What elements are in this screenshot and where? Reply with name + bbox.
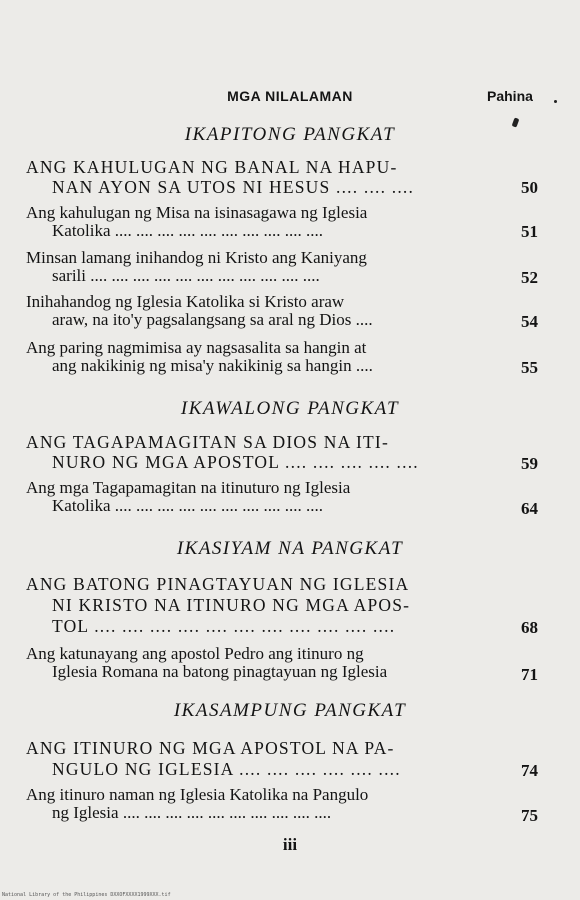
entry-page-number: 64 <box>521 499 538 518</box>
entry-line: Ang paring nagmimisa ay nagsasalita sa hangin at <box>26 338 367 357</box>
entry-page-number: 52 <box>521 268 538 287</box>
entry-page-number: 75 <box>521 806 538 825</box>
entry-page-number: 54 <box>521 312 538 331</box>
ink-speck <box>554 100 557 103</box>
toc-entry <box>26 248 538 290</box>
entry-page-number: 74 <box>521 761 538 780</box>
section-heading: IKAWALONG PANGKAT <box>180 398 400 419</box>
entry-line: NGULO NG IGLESIA .... .... .... .... .... .... <box>52 759 401 779</box>
entry-line: Ang mga Tagapamagitan na itinuturo ng Iglesia <box>26 478 351 497</box>
page-title: MGA NILALAMAN <box>227 88 353 104</box>
entry-line: ANG KAHULUGAN NG BANAL NA HAPU- <box>26 157 398 177</box>
entry-line: ng Iglesia .... .... .... .... .... .... .... .... .... .... <box>52 803 332 822</box>
toc-entry <box>26 338 538 380</box>
page-number: iii <box>282 835 298 854</box>
section-heading: IKAPITONG PANGKAT <box>184 124 396 145</box>
page-column-label: Pahina <box>487 88 533 104</box>
entry-line: NURO NG MGA APOSTOL .... .... .... .... .... <box>52 452 419 472</box>
entry-line: TOL .... .... .... .... .... .... .... .... .... .... .... <box>52 616 396 636</box>
toc-entry <box>26 738 538 780</box>
entry-line: Katolika .... .... .... .... .... .... .... .... .... .... <box>52 496 324 515</box>
entry-line: ANG ITINURO NG MGA APOSTOL NA PA- <box>26 738 395 758</box>
entry-line: ANG TAGAPAMAGITAN SA DIOS NA ITI- <box>26 432 389 452</box>
entry-page-number: 59 <box>521 454 538 473</box>
entry-line: Katolika .... .... .... .... .... .... .... .... .... .... <box>52 221 324 240</box>
entry-line: ang nakikinig ng misa'y nakikinig sa hangin .... <box>52 356 373 375</box>
entry-page-number: 68 <box>521 618 538 637</box>
entry-line: Minsan lamang inihandog ni Kristo ang Kaniyang <box>26 248 367 267</box>
entry-line: sarili .... .... .... .... .... .... .... .... .... .... .... <box>52 266 320 285</box>
entry-line: Inihahandog ng Iglesia Katolika si Kristo araw <box>26 292 345 311</box>
entry-line: araw, na ito'y pagsalangsang sa aral ng Dios .... <box>52 310 373 329</box>
toc-entry <box>26 157 538 199</box>
entry-page-number: 55 <box>521 358 538 377</box>
entry-line: Ang itinuro naman ng Iglesia Katolika na Pangulo <box>26 785 369 804</box>
archive-watermark: National Library of the Philippines DXXOFXXXX1999XXX.tif <box>2 892 171 898</box>
toc-entry <box>26 432 538 474</box>
entry-line: Ang katunayang ang apostol Pedro ang itinuro ng <box>26 644 364 663</box>
entry-line: NI KRISTO NA ITINURO NG MGA APOS- <box>52 595 411 615</box>
section-heading: IKASAMPUNG PANGKAT <box>173 700 407 721</box>
entry-page-number: 51 <box>521 222 538 241</box>
toc-entry <box>26 292 538 334</box>
entry-line: Iglesia Romana na batong pinagtayuan ng Iglesia <box>52 662 388 681</box>
entry-line: ANG BATONG PINAGTAYUAN NG IGLESIA <box>26 574 410 594</box>
entry-line: NAN AYON SA UTOS NI HESUS .... .... .... <box>52 177 415 197</box>
toc-entry <box>26 644 538 686</box>
entry-line: Ang kahulugan ng Misa na isinasagawa ng Iglesia <box>26 203 368 222</box>
toc-entry <box>26 478 538 520</box>
toc-entry <box>26 574 538 638</box>
entry-page-number: 71 <box>521 665 538 684</box>
toc-entry <box>26 785 538 827</box>
section-heading: IKASIYAM NA PANGKAT <box>176 538 404 559</box>
entry-page-number: 50 <box>521 178 538 197</box>
toc-entry <box>26 203 538 245</box>
